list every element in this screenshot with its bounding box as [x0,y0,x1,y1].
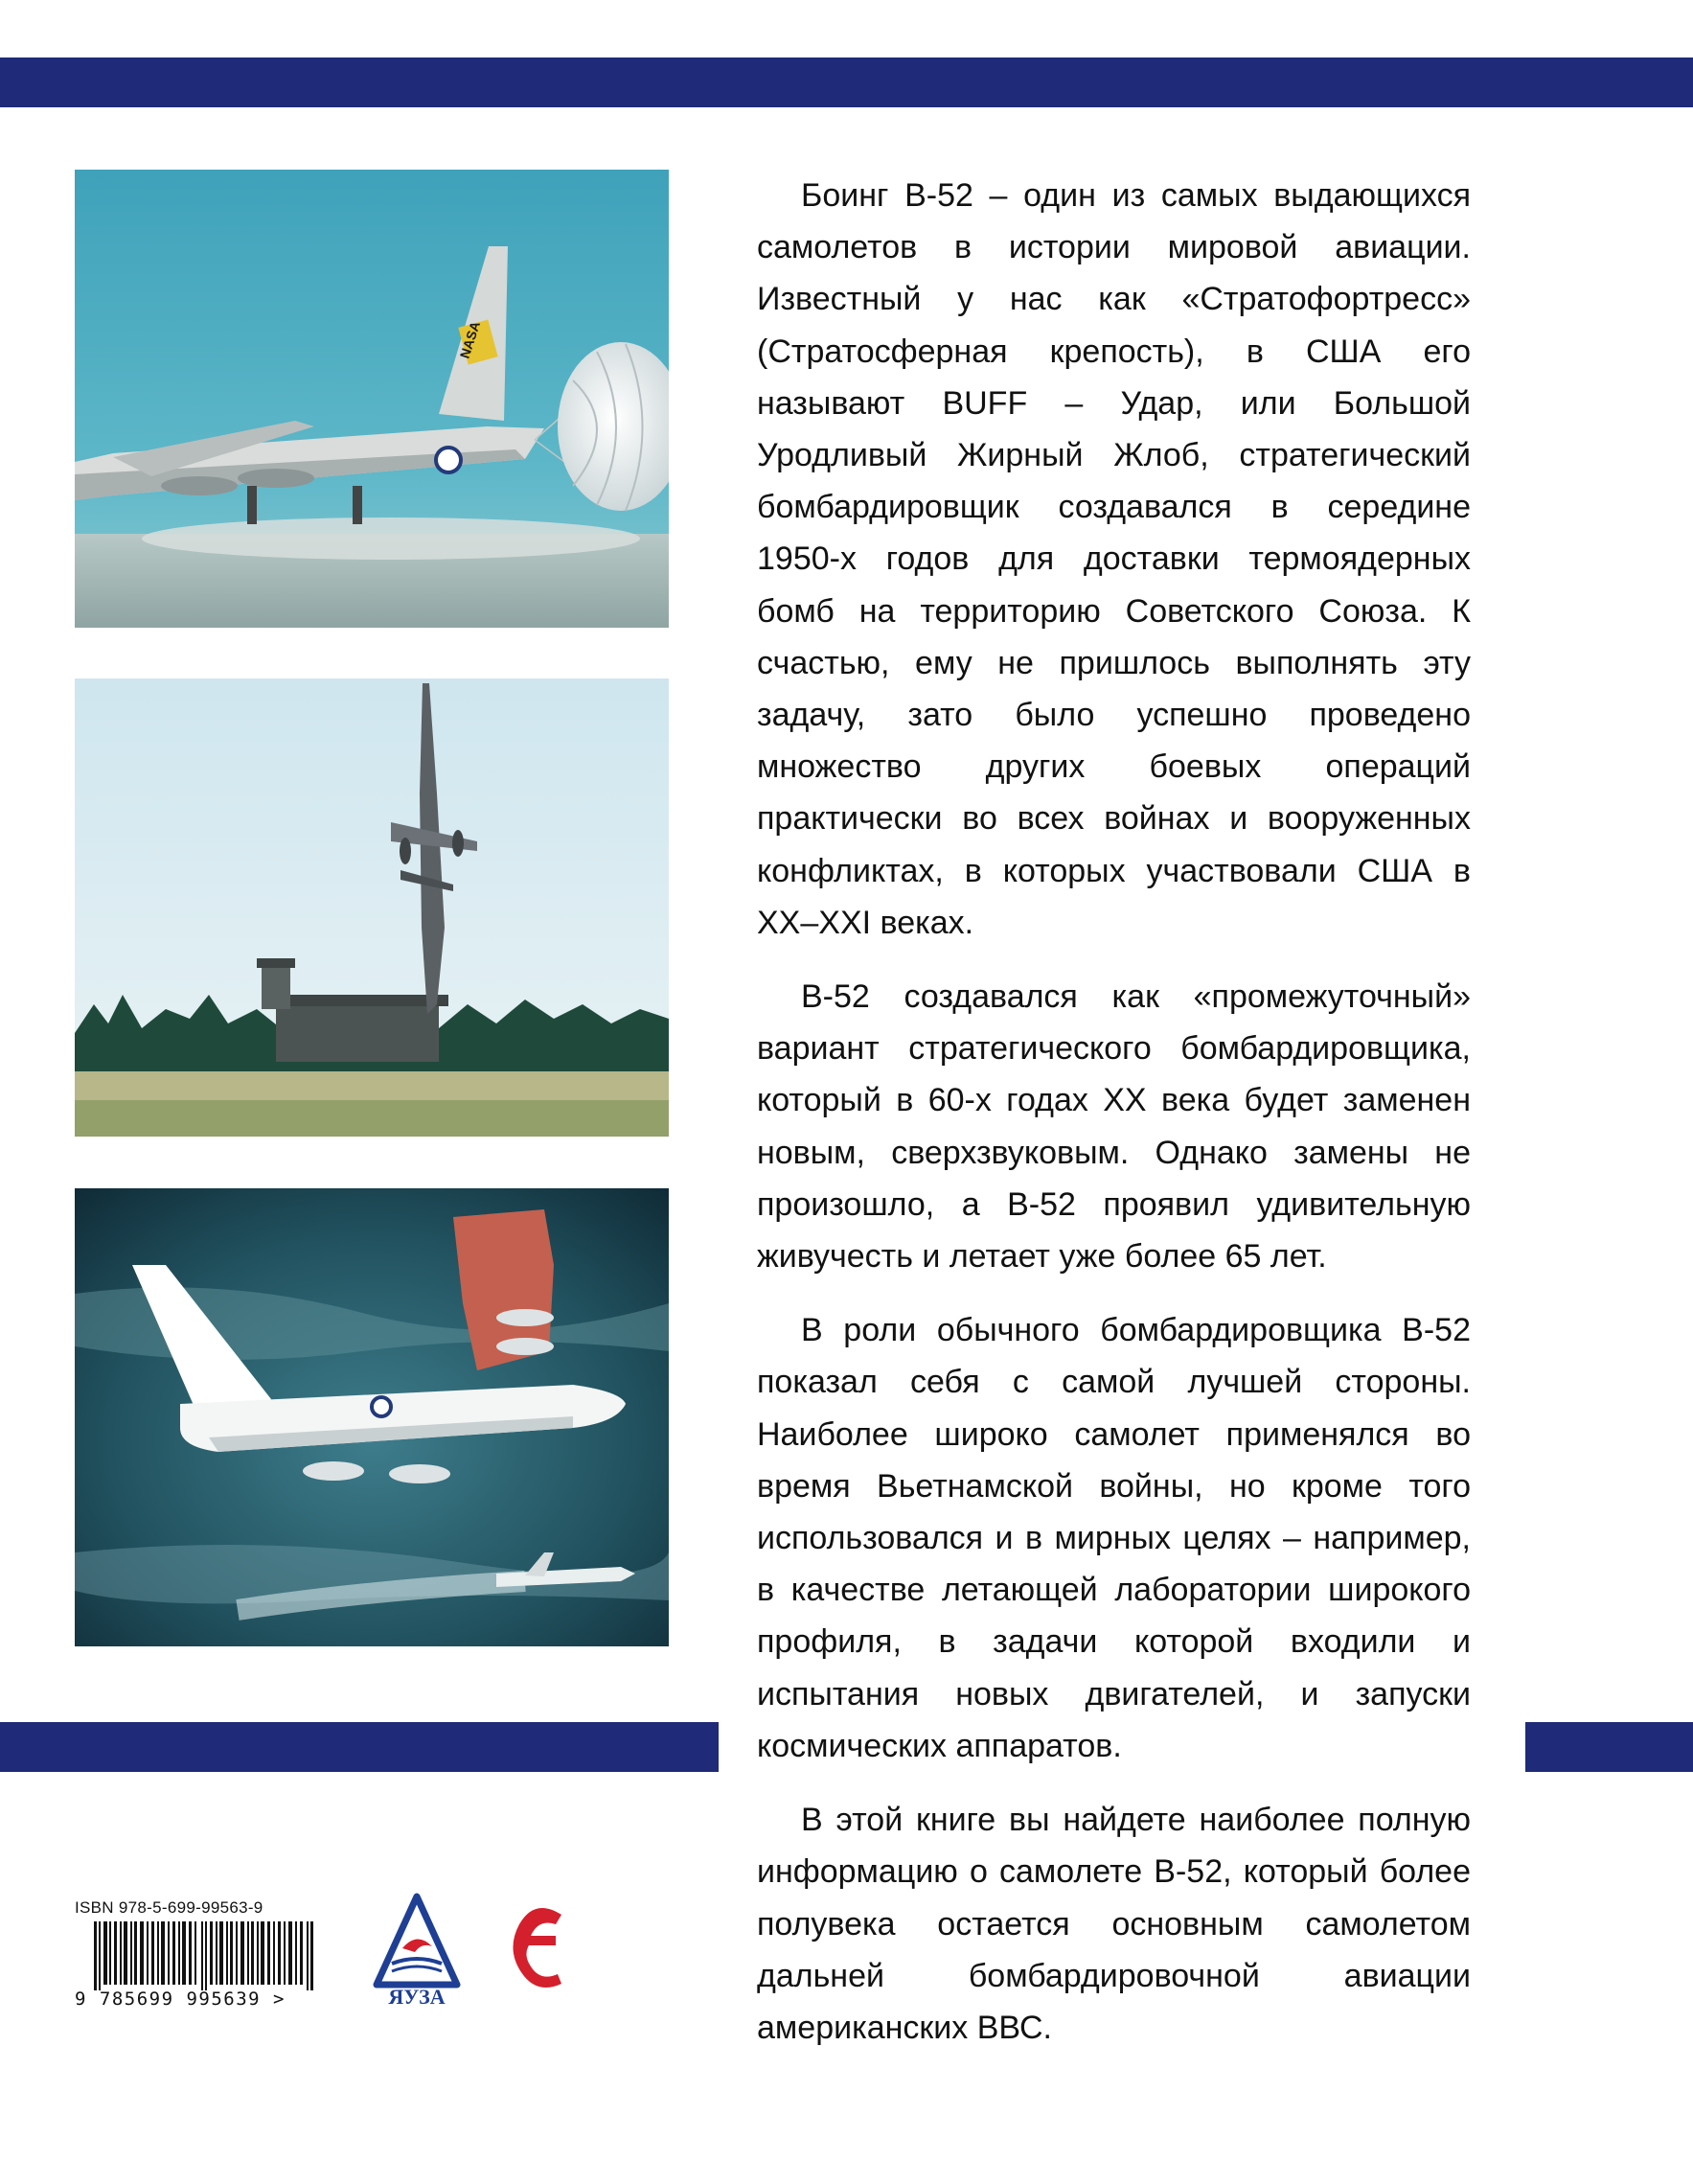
paragraph-4: В этой книге вы найдете наиболее полную информацию о самолете B-52, который более полувека остается основным самолетом дальней бомбардировочной авиации американских ВВС. [757,1802,1471,2046]
yauza-logo [369,1893,465,2010]
yauza-logo-text: ЯУЗА [388,1985,446,2009]
photo-b52-landing [75,170,669,628]
photo-b52-x15 [75,1188,669,1646]
description-text [757,170,1471,2076]
barcode-bars [94,1921,324,1990]
photo-b52-landing-image [75,170,669,628]
middle-band-right [1525,1722,1693,1772]
photo-b52-vertical [75,678,669,1137]
nasa-tail-marking: NASA [456,319,484,360]
paragraph-3: В роли обычного бомбардировщика B-52 показал себя с самой лучшей стороны. Наиболее широко самолет применялся во время Вьетнамской войны, но кроме того использовался и в мирных целях – например, в качестве летающей лаборатории широкого профиля, в задачи которой входили и испытания новых двигателей, и запуски космических аппаратов. [757,1312,1471,1764]
eksmo-logo [506,1896,573,2003]
paragraph-1: Боинг B-52 – один из самых выдающихся самолетов в истории мировой авиации. Известный у нас как «Стратофортресс» (Стратосферная крепость), в США его называют BUFF – Удар, или Большой Уродливый Жирный Жлоб, стратегический бомбардировщик создавался в середине 1950-х годов для доставки термоядерных бомб на территорию Советского Союза. К счастью, ему не пришлось выполнять эту задачу, зато было успешно проведено множество других боевых операций практически во всех войнах и вооруженных конфликтах, в которых участвовали США в XX–XXI веках. [757,177,1471,941]
middle-band-left [0,1722,719,1772]
paragraph-2: B-52 создавался как «промежуточный» вариант стратегического бомбардировщика, который в 60-х годах XX века будет заменен новым, сверхзвуковым. Однако замены не произошло, а B-52 проявил удивительную живучесть и летает уже более 65 лет. [757,978,1471,1276]
top-band [0,57,1693,107]
isbn-barcode [75,1898,333,2010]
photo-b52-x15-image [75,1188,669,1646]
isbn-label: ISBN 978-5-699-99563-9 [75,1898,263,1917]
barcode-digits: 9 785699 995639 > [75,1989,286,2010]
photo-b52-vertical-image [75,678,669,1137]
